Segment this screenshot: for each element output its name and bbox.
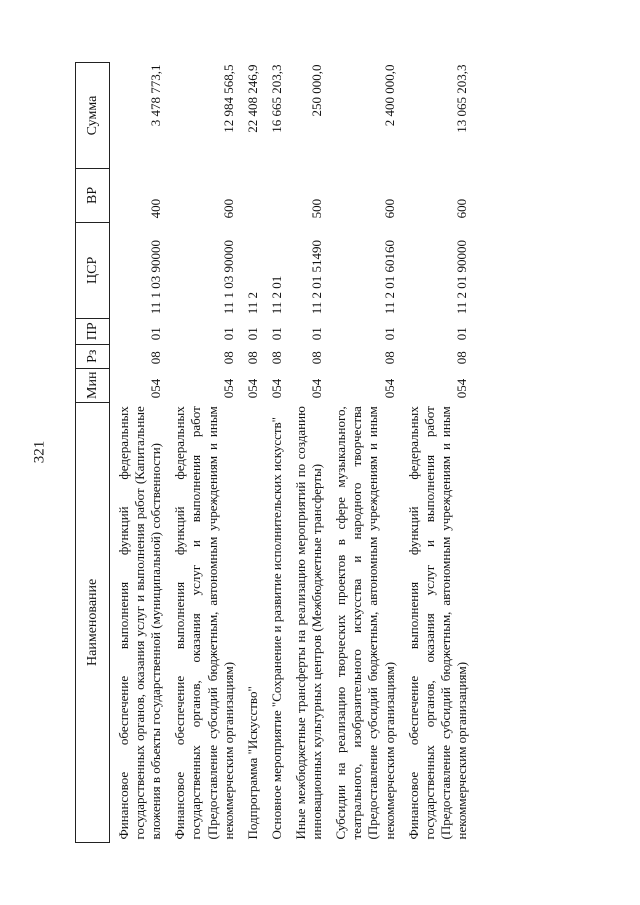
table-row [110,63,167,843]
row-min: 054 [268,378,284,399]
row-name: Финансовое обеспечение выполнения функций федеральных государственных органов, оказания услуг и выполнения работ (Предоставление субсидий бюджетным, автономным учреждениям и иным некоммерческим организациям) [405,406,469,840]
row-min: 054 [453,378,469,399]
row-rz: 08 [220,351,236,365]
row-pr: 01 [309,327,325,341]
row-rz: 08 [309,351,325,365]
table-header-row [76,63,110,843]
header-sum: Сумма [76,63,110,169]
row-pr: 01 [268,327,284,341]
row-sum: 16 665 203,3 [268,64,284,133]
row-sum: 12 984 568,5 [220,64,236,133]
row-pr: 01 [220,327,236,341]
row-vr: 400 [148,198,164,219]
row-name: Финансовое обеспечение выполнения функций федеральных государственных органов, оказания услуг и выполнения работ (Капитальные вложения в объекты государственной (муниципальной) собственности) [116,406,164,840]
row-pr: 01 [453,327,469,341]
row-csr: 11 2 01 51490 [309,239,325,315]
row-pr: 01 [244,327,260,341]
row-min: 054 [244,378,260,399]
header-name: Наименование [76,402,110,842]
table-row [287,63,327,843]
row-vr: 600 [453,198,469,219]
row-rz: 08 [268,351,284,365]
row-rz: 08 [244,351,260,365]
table-row [400,63,472,843]
row-rz: 08 [381,351,397,365]
row-min: 054 [220,378,236,399]
row-rz: 08 [148,351,164,365]
row-csr: 11 2 01 60160 [381,239,397,315]
row-csr: 11 2 01 90000 [453,239,469,315]
row-name: Субсидии на реализацию творческих проектов в сфере музыкального, театрального, изобразительного искусства и народного творчества (Предоставление субсидий бюджетным, автономным учреждениям и иным некоммерческим организациям) [333,406,397,840]
header-min: Мин [76,368,110,402]
row-sum: 250 000,0 [309,64,325,117]
row-name: Подпрограмма "Искусство" [244,686,260,840]
row-min: 054 [309,378,325,399]
header-csr: ЦСР [76,222,110,318]
row-pr: 01 [148,327,164,341]
row-vr: 600 [381,198,397,219]
row-vr: 500 [309,198,325,219]
row-sum: 22 408 246,9 [244,64,260,133]
header-pr: ПР [76,318,110,344]
row-pr: 01 [381,327,397,341]
row-name: Основное мероприятие "Сохранение и развитие исполнительских искусств" [268,417,284,840]
table-row [327,63,399,843]
row-sum: 13 065 203,3 [453,64,469,133]
row-csr: 11 2 [244,291,260,315]
row-csr: 11 1 03 90000 [148,239,164,315]
row-sum: 3 478 773,1 [148,64,164,127]
table-row [263,63,287,843]
row-csr: 11 1 03 90000 [220,239,236,315]
table-row [239,63,263,843]
row-sum: 2 400 000,0 [381,64,397,127]
row-min: 054 [381,378,397,399]
row-vr [239,168,263,222]
table-row [166,63,238,843]
header-rz: Рз [76,344,110,368]
page-content [75,62,565,843]
row-csr: 11 2 01 [268,275,284,315]
budget-table [75,62,472,843]
row-name: Иные межбюджетные трансферты на реализацию мероприятий по созданию инновационных культурных центров (Межбюджетные трансферты) [292,406,325,840]
row-vr [263,168,287,222]
row-min: 054 [148,378,164,399]
row-name: Финансовое обеспечение выполнения функций федеральных государственных органов, оказания услуг и выполнения работ (Предоставление субсидий бюджетным, автономным учреждениям и иным некоммерческим организациям) [172,406,236,840]
page-number: 321 [31,440,48,464]
row-rz: 08 [453,351,469,365]
row-vr: 600 [220,198,236,219]
rotated-page [75,62,565,843]
header-vr: ВР [76,168,110,222]
